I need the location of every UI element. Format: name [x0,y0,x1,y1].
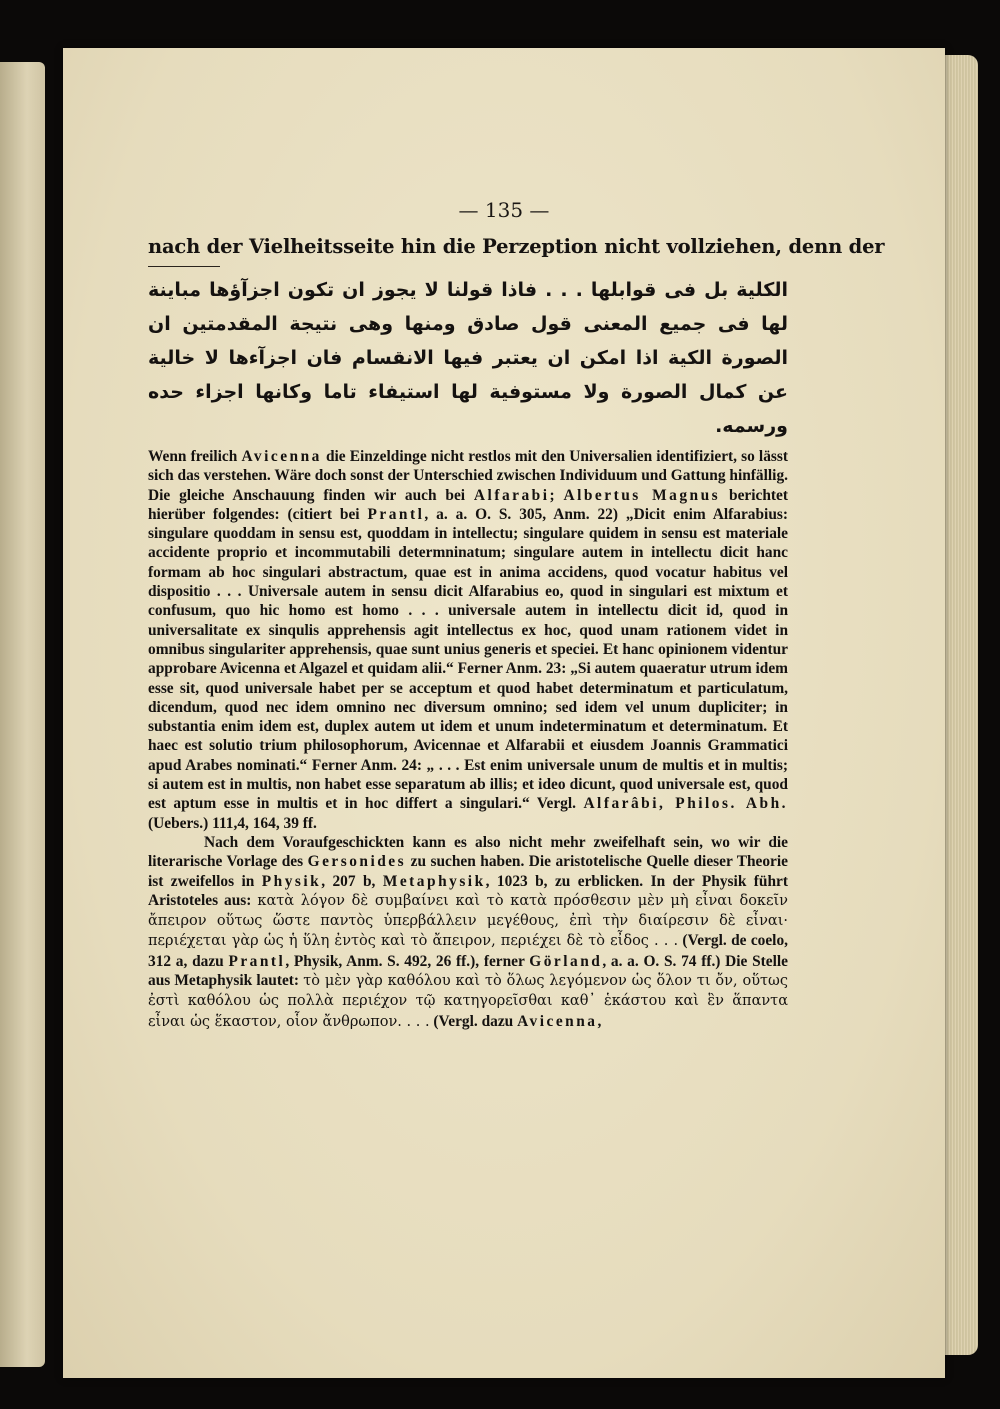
arabic-quotation [148,273,788,443]
paragraph-gersonides: Nach dem Voraufgeschickten kann es also nicht mehr zweifelhaft sein, wo wir die literarische Vorlage des Gersonides zu suchen haben. Die aristotelische Quelle dieser Theorie ist zweifellos in Physik, 207 b, Metaphysik, 1023 b, zu erblicken. In der Physik führt Aristoteles aus: κατὰ λόγον δὲ συμβαίνει καὶ τὸ κατὰ πρόσθεσιν μὲν μὴ εἶναι δοκεῖν ἄπειρον οὕτως ὥστε παντὸς ὑπερβάλλειν μεγέθους, ἐπὶ τὴν διαίρεσιν δὲ εἶναι· περιέχεται γὰρ ὡς ἡ ὕλη ἐντὸς καὶ τὸ ἄπειρον, περιέχει δὲ τὸ εἶδος . . . (Vergl. de coelo, 312 a, dazu Prantl, Physik, Anm. S. 492, 26 ff.), ferner Görland, a. a. O. S. 74 ff.) Die Stelle aus Metaphysik lautet: τὸ μὲν γὰρ καθόλου καὶ τὸ ὅλως λεγόμενον ὡς ὅλον τι ὄν, οὕτως ἐστὶ καθόλου ὡς πολλὰ περιέχον τῷ κατηγορεῖσθαι καθ᾽ ἑκάστου καὶ ἓν ἅπαντα εἶναι ὡς ἕκαστον, οἷον ἄνθρωπον. . . . (Vergl. dazu Avicenna, [148,833,789,1030]
paragraph-avicenna: Wenn freilich Avicenna die Einzeldinge nicht restlos mit den Universalien identifiziert, so lässt sich das verstehen. Wäre doch sonst der Unterschied zwischen Individuum und Gattung hinfällig. Die gleiche Anschauung finden wir auch bei Alfarabi; Albertus Magnus berichtet hierüber folgendes: (citiert bei Prantl, a. a. O. S. 305, Anm. 22) „Dicit enim Alfarabius: singulare quoddam in sensu est, quoddam in intellectu; singulare quidem in sensu est materiale accidente proprio et incommutabili determninatum; singulare autem in intellectu dicit hanc formam ab hoc singulari abstractum, quae est in anima accidens, quod vocatur habitus vel dispositio . . . Universale autem in sensu dicit Alfarabius eo, quod in singulari est mixtum et confusum, quo hic homo est homo . . . universale autem in intellectu dicit id, quod in universalitate ex sinqulis apprehensis agit intellectus ex hoc, quod unam rationem videt in omnibus singulariter apprehensis, quae sunt unius generis et speciei. Et hanc opinionem videntur approbare Avicenna et Algazel et quidam alii.“ Ferner Anm. 23: „Si autem quaeratur utrum idem esse sit, quod universale habet per se acceptum et quod habet determinatum et particulatum, dicendum, quod nec idem omnino nec diversum omnino; sed idem vel unum dupliciter; in substantia enim idem est, duplex autem ut idem et unum indeterminatum et determinatum. Et haec est solutio trium philosophorum, Avicennae et Alfarabii et eiusdem Joannis Grammatici apud Arabes nominati.“ Ferner Anm. 24: „ . . . Est enim universale unum de multis et in multis; si autem est in multis, non habet esse separatum ab illis; et ideo dicunt, quod universale est, quod est aptum esse in multis et in hoc differt a singulari.“ Vergl. Alfarâbi, Philos. Abh. (Uebers.) 111,4, 164, 39 ff. [148,448,788,832]
name-prantl: Prantl [228,952,286,970]
section-rule [148,266,220,267]
name-avicenna: Avicenna [241,448,322,465]
name-albertus: Albertus Magnus [563,486,721,504]
citation-alfarabi: Alfarâbi, Philos. Abh. [583,795,788,813]
name-avicenna: Avicenna [517,1012,598,1030]
arabic-line: الصورة الكية اذا امكن ان يعتبر فيها الانقسام فان اجزآءها لا خالية [148,347,788,369]
name-gersonides: Gersonides [307,853,407,871]
title-metaphysik: Metaphysik [382,872,486,890]
page-number: — 135 — [458,198,550,222]
name-goerland: Görland [529,952,603,970]
adjacent-page-edge [0,62,45,1367]
title-physik: Physik [261,872,322,890]
book-page [63,48,945,1378]
commentary-text [148,447,788,1032]
first-text-line: nach der Vielheitsseite hin die Perzeption nicht vollziehen, denn der [148,235,885,258]
arabic-line: الكلية بل فى قوابلها . . . فاذا قولنا لا يجوز ان تكون اجزآؤها مباينة [148,279,788,301]
name-alfarabi: Alfarabi [473,486,550,504]
arabic-line: لها فى جميع المعنى قول صادق ومنها وهى نتيجة المقدمتين ان [148,313,788,335]
greek-quote-physics: κατὰ λόγον δὲ συμβαίνει καὶ τὸ κατὰ πρόσθεσιν μὲν μὴ εἶναι δοκεῖν ἄπειρον οὕτως ὥστε παντὸς ὑπερβάλλειν μεγέθους, ἐπὶ τὴν διαίρεσιν δὲ εἶναι· περιέχεται γὰρ ὡς ἡ ὕλη ἐντὸς καὶ τὸ ἄπειρον, περιέχει δὲ τὸ εἶδος . . . [148,892,789,950]
page-content [148,230,885,1032]
arabic-line: عن كمال الصورة ولا مستوفية لها استيفاء تاما وكانها اجزاء حده ورسمه. [148,381,788,437]
greek-quote-metaphysics: τὸ μὲν γὰρ καθόλου καὶ τὸ ὅλως λεγόμενον ὡς ὅλον τι ὄν, οὕτως ἐστὶ καθόλου ὡς πολλὰ περιέχον τῷ κατηγορεῖσθαι καθ᾽ ἑκάστου καὶ ἓν ἅπαντα εἶναι ὡς ἕκαστον, οἷον ἄνθρωπον. . . . [148,973,788,1030]
name-prantl: Prantl [367,505,425,523]
